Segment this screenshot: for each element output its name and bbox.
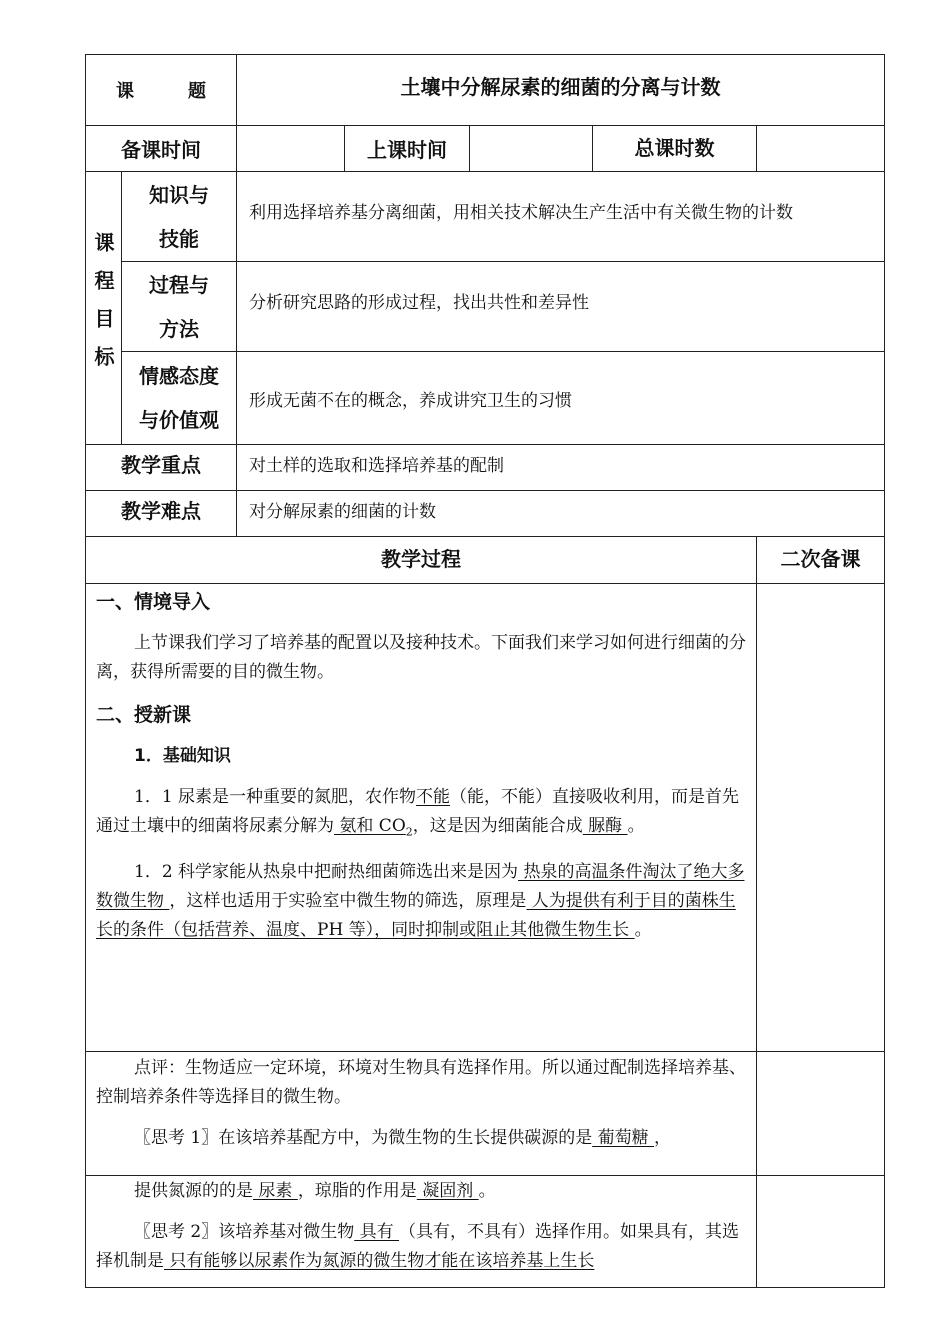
key-point-label: 教学重点 <box>121 453 201 477</box>
process-text: 分析研究思路的形成过程，找出共性和差异性 <box>249 293 589 313</box>
second-prep-cell-3 <box>757 1176 885 1288</box>
review-paragraph: 点评：生物适应一定环境，环境对生物具有选择作用。所以通过配制选择培养基、控制培养条件等选择目的微生物。 <box>96 1058 746 1107</box>
answer-selection-mechanism: 只有能够以尿素作为氮源的微生物才能在该培养基上生长 <box>164 1251 595 1271</box>
key-point-row <box>86 445 885 491</box>
difficulty-row <box>86 491 885 537</box>
answer-has: 具有 <box>354 1222 400 1242</box>
process-label-2: 方法 <box>159 316 199 341</box>
section1-paragraph: 上节课我们学习了培养基的配置以及接种技术。下面我们来学习如何进行细菌的分离，获得所需要的目的微生物。 <box>96 633 746 682</box>
goals-group-cell <box>86 172 122 445</box>
think-2: 〖思考 2〗该培养基对微生物 具有 （具有，不具有）选择作用。如果具有，其选择机制是 只有能够以尿素作为氮源的微生物才能在该培养基上生长 <box>96 1222 740 1271</box>
content-row-2 <box>86 1052 885 1176</box>
topic-row <box>86 55 885 126</box>
think-1: 〖思考 1〗在该培养基配方中，为微生物的生长提供碳源的是 葡萄糖 ， <box>134 1128 672 1148</box>
difficulty-text: 对分解尿素的细菌的计数 <box>249 502 436 522</box>
second-prep-heading: 二次备课 <box>780 547 861 571</box>
goal-knowledge-row <box>86 172 885 262</box>
time-row <box>86 126 885 172</box>
knowledge-text: 利用选择培养基分离细菌，用相关技术解决生产生活中有关微生物的计数 <box>249 203 793 223</box>
content-row-3 <box>86 1176 885 1288</box>
process-header-row <box>86 537 885 584</box>
goal-attitude-row <box>86 352 885 445</box>
section2-subtitle: 1．基础知识 <box>134 746 231 766</box>
attitude-label-1: 情感态度 <box>139 364 219 388</box>
total-hours-label: 总课时数 <box>634 136 715 160</box>
lesson-plan-table <box>85 54 885 1288</box>
section1-title: 一、情境导入 <box>96 591 211 613</box>
knowledge-point-1-2: 1．2 科学家能从热泉中把耐热细菌筛选出来是因为 热泉的高温条件淘汰了绝大多数微生物 ，这样也适用于实验室中微生物的筛选，原理是 人为提供有利于目的菌株生长的条件（包括营养、温度、PH 等），同时抑制或阻止其他微生物生长 。 <box>96 862 745 941</box>
section2-title: 二、授新课 <box>96 704 192 726</box>
attitude-label-2: 与价值观 <box>139 408 219 432</box>
class-time-label: 上课时间 <box>367 138 447 162</box>
answer-principle: 人为提供有利于目的菌株生长的条件（包括营养、温度、PH 等），同时抑制或阻止其他微生物生长 <box>96 891 736 941</box>
knowledge-label-1: 知识与 <box>149 182 209 207</box>
answer-ammonia-co2: 氨和 $CO_2$ <box>334 816 413 839</box>
answer-solidifier: 凝固剂 <box>416 1181 479 1201</box>
knowledge-label-2: 技能 <box>159 226 199 251</box>
topic-label: 课 题 <box>116 81 206 102</box>
answer-urease: 脲酶 <box>582 816 628 836</box>
answer-cannot: 不能 <box>416 787 451 807</box>
nitrogen-source-line: 提供氮源的的是 尿素 ，琼脂的作用是 凝固剂 。 <box>134 1181 496 1201</box>
knowledge-point-1-1: 1．1 尿素是一种重要的氮肥，农作物不能（能，不能）直接吸收利用，而是首先通过土壤中的细菌将尿素分解为 氨和 $CO_2$，这是因为细菌能合成 脲酶 。 <box>96 787 740 839</box>
difficulty-label: 教学难点 <box>121 499 201 523</box>
process-label-1: 过程与 <box>149 272 209 297</box>
content-row-1 <box>86 584 885 1052</box>
key-point-text: 对土样的选取和选择培养基的配制 <box>249 456 504 476</box>
second-prep-cell-1 <box>757 584 885 1052</box>
second-prep-cell-2 <box>757 1052 885 1176</box>
goals-group-label: 课程目标 <box>91 232 115 384</box>
answer-hot-spring: 热泉的高温条件淘汰了绝大多数微生物 <box>96 862 745 912</box>
prep-time-label: 备课时间 <box>121 138 201 162</box>
topic-title: 土壤中分解尿素的细菌的分离与计数 <box>400 75 721 99</box>
teaching-process-heading: 教学过程 <box>381 547 461 571</box>
answer-urea: 尿素 <box>253 1181 298 1201</box>
attitude-text: 形成无菌不在的概念，养成讲究卫生的习惯 <box>249 390 572 411</box>
answer-glucose: 葡萄糖 <box>592 1128 655 1148</box>
goal-process-row <box>86 262 885 352</box>
